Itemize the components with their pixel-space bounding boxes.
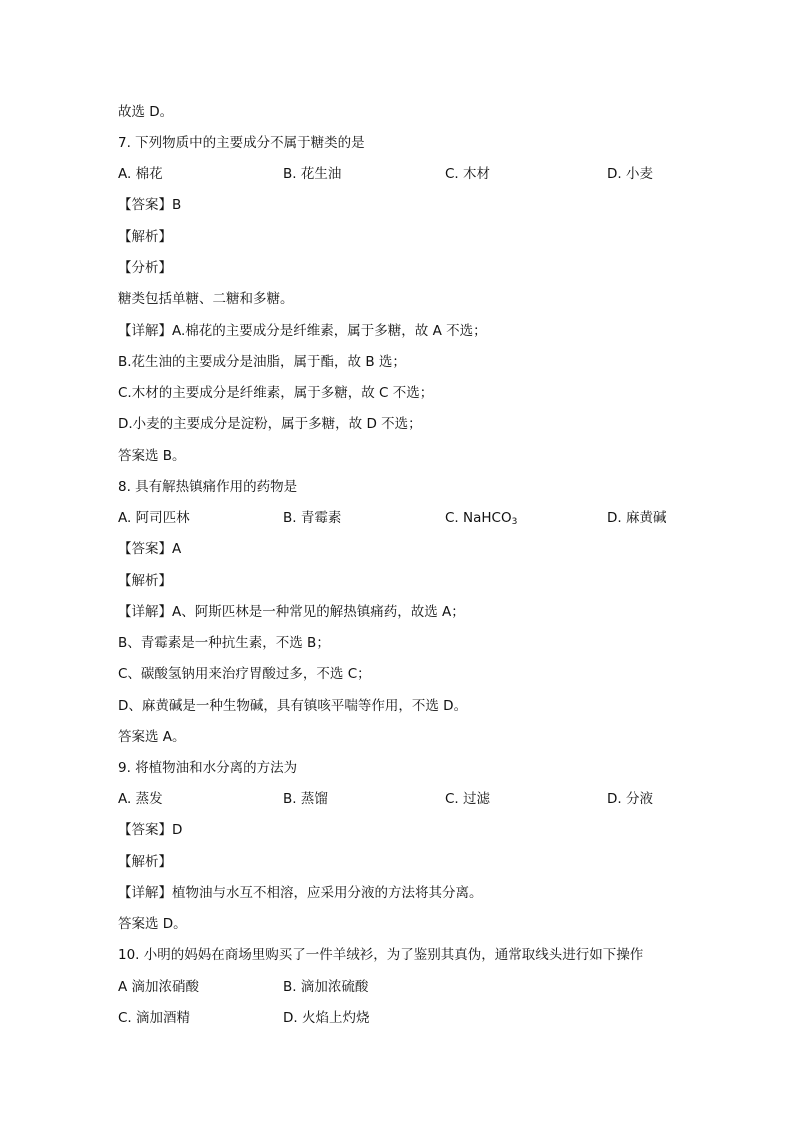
q7-answer: 【答案】B: [118, 197, 182, 213]
q9-detail: 【详解】植物油与水互不相溶，应采用分液的方法将其分离。: [118, 885, 483, 901]
q8-option-c-subscript: 3: [511, 517, 518, 527]
q8-detail-b: B、青霉素是一种抗生素，不选 B；: [118, 635, 330, 651]
q8-analysis-heading: 【解析】: [118, 573, 172, 589]
q8-detail-a: 【详解】A、阿斯匹林是一种常见的解热镇痛药，故选 A；: [118, 604, 465, 620]
q9-option-b: B. 蒸馏: [283, 791, 328, 807]
q8-detail-c: C、碳酸氢钠用来治疗胃酸过多，不选 C；: [118, 666, 371, 682]
q8-option-c-text: C. NaHCO: [445, 510, 512, 526]
q7-conclusion: 答案选 B。: [118, 448, 186, 464]
question-9: 9. 将植物油和水分离的方法为: [118, 760, 298, 776]
q8-option-b: B. 青霉素: [283, 510, 342, 526]
q7-detail-c: C.木材的主要成分是纤维素，属于多糖，故 C 不选；: [118, 385, 434, 401]
q7-fenxi-heading: 【分析】: [118, 260, 172, 276]
q7-detail-d: D.小麦的主要成分是淀粉，属于多糖，故 D 不选；: [118, 416, 422, 432]
previous-conclusion: 故选 D。: [118, 104, 174, 120]
q8-option-c: [445, 508, 517, 532]
q9-option-a: A. 蒸发: [118, 791, 163, 807]
q7-option-b: B. 花生油: [283, 166, 342, 182]
q7-detail-b: B.花生油的主要成分是油脂，属于酯，故 B 选；: [118, 354, 406, 370]
q9-option-d: D. 分液: [607, 791, 653, 807]
question-10: 10. 小明的妈妈在商场里购买了一件羊绒衫，为了鉴别其真伪，通常取线头进行如下操作: [118, 947, 644, 963]
q10-option-b: B. 滴加浓硫酸: [283, 979, 369, 995]
q7-option-d: D. 小麦: [607, 166, 653, 182]
q8-option-a: A. 阿司匹林: [118, 510, 190, 526]
q9-answer: 【答案】D: [118, 822, 183, 838]
q7-detail-a: 【详解】A.棉花的主要成分是纤维素，属于多糖，故 A 不选；: [118, 323, 487, 339]
q7-option-a: A. 棉花: [118, 166, 163, 182]
q10-option-c: C. 滴加酒精: [118, 1010, 191, 1026]
q8-answer: 【答案】A: [118, 541, 182, 557]
question-7: 7. 下列物质中的主要成分不属于糖类的是: [118, 135, 365, 151]
q10-option-d: D. 火焰上灼烧: [283, 1010, 370, 1026]
q7-fenxi-text: 糖类包括单糖、二糖和多糖。: [118, 291, 294, 307]
q7-option-c: C. 木材: [445, 166, 491, 182]
q10-option-a: A 滴加浓硝酸: [118, 979, 200, 995]
q9-conclusion: 答案选 D。: [118, 916, 187, 932]
q8-conclusion: 答案选 A。: [118, 729, 186, 745]
q9-option-c: C. 过滤: [445, 791, 491, 807]
q8-detail-d: D、麻黄碱是一种生物碱，具有镇咳平喘等作用，不选 D。: [118, 698, 468, 714]
q8-option-d: D. 麻黄碱: [607, 510, 667, 526]
q9-analysis-heading: 【解析】: [118, 854, 172, 870]
question-8: 8. 具有解热镇痛作用的药物是: [118, 479, 298, 495]
q7-analysis-heading: 【解析】: [118, 229, 172, 245]
